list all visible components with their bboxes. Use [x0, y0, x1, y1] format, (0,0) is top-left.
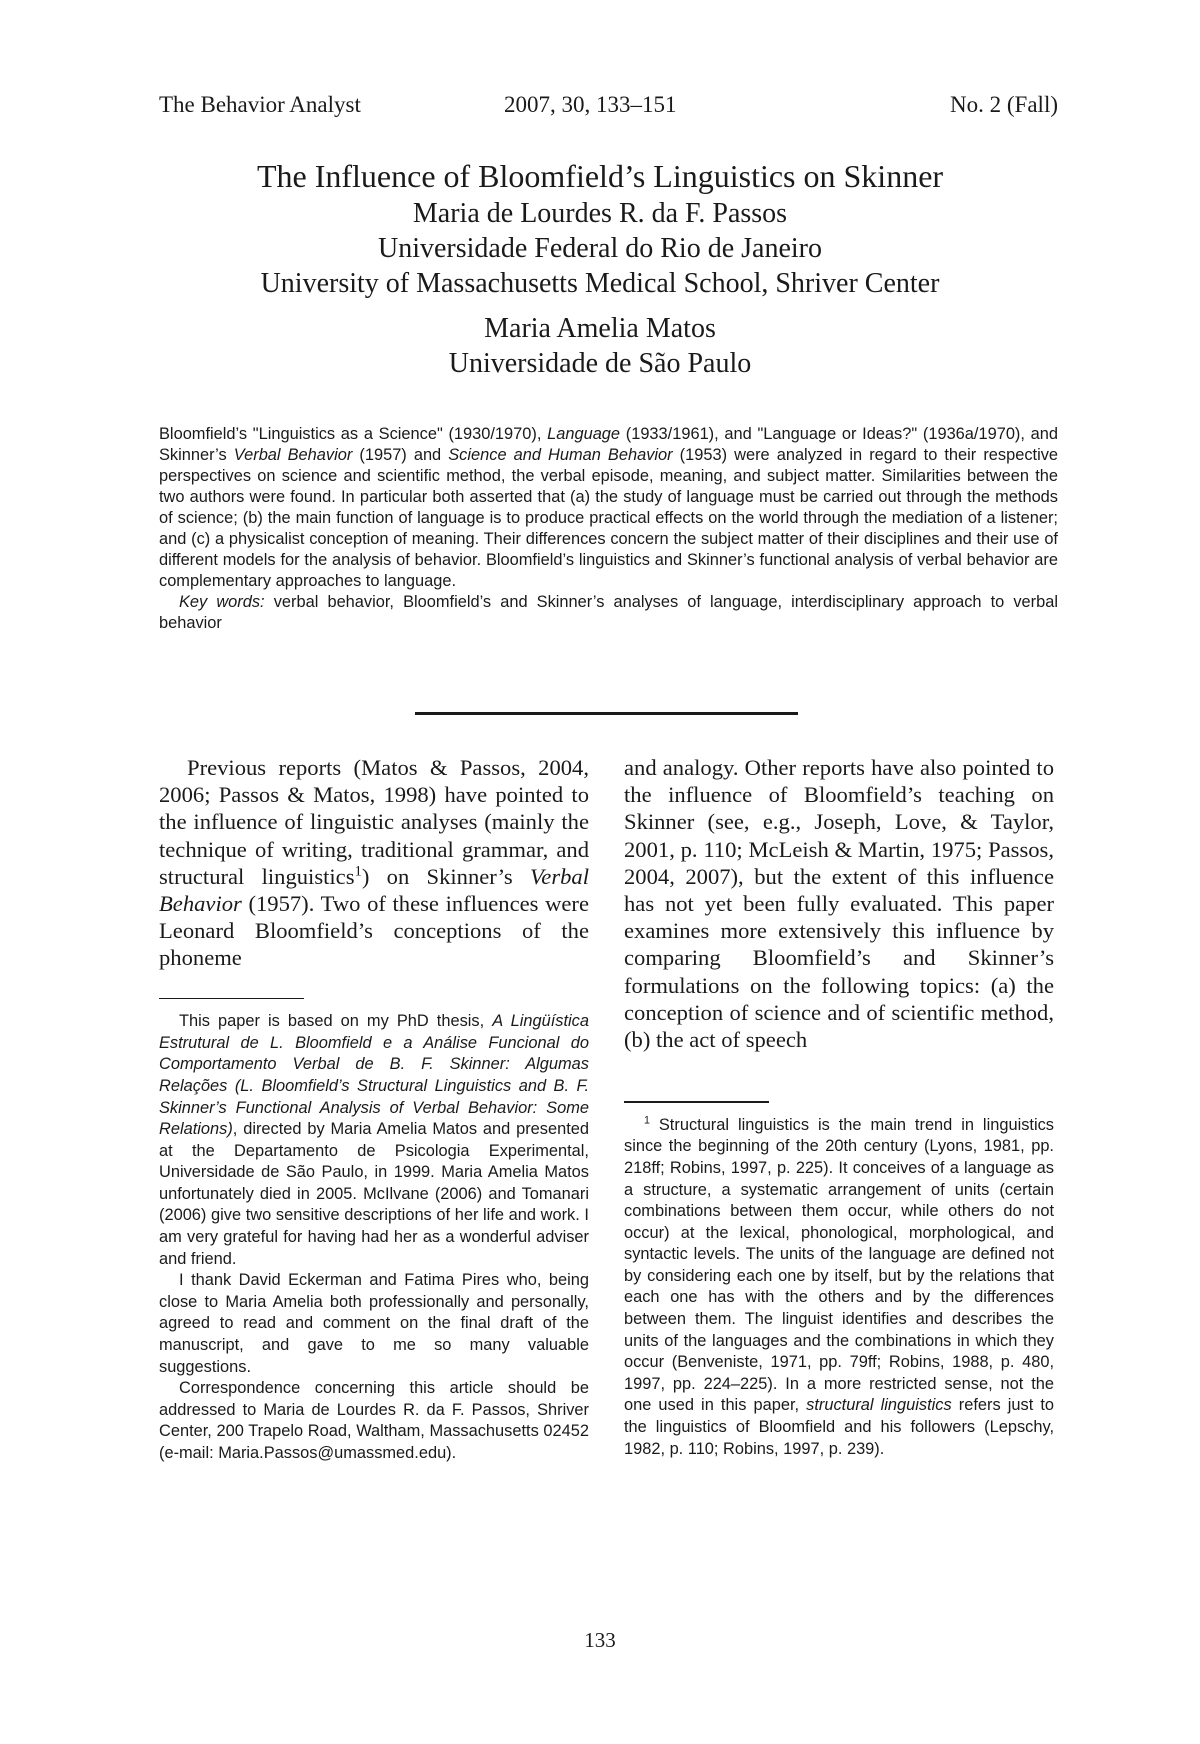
body-italic: Verbal Behavior	[159, 863, 589, 917]
footnote: I thank David Eckerman and Fatima Pires who, being close to Maria Amelia both professionally and personally, agreed to read and comment on the final draft of the manuscript, and gave to me so many valuable suggestions.	[159, 1271, 589, 1376]
footnote-italic: A Lingüística Estrutural de L. Bloomfield e a Análise Funcional do Comportamento Verbal de B. F. Skinner: Algumas Relações (L. Bloomfield’s Structural Linguistics and B. F. Skinner’s Functional Analysis of Verbal Behavior: Some Relations)	[159, 1012, 589, 1139]
footnote-ref: 1	[354, 863, 362, 880]
footnote	[159, 1011, 589, 1270]
footnote-marker: 1	[644, 1114, 650, 1127]
keywords	[159, 592, 1058, 634]
author-affiliation: Universidade Federal do Rio de Janeiro	[378, 233, 822, 264]
body-segment: (1957). Two of these influences were Leonard Bloomfield’s conceptions of the phoneme	[159, 891, 589, 971]
author-affiliation: Universidade de São Paulo	[448, 348, 752, 379]
journal-name: The Behavior Analyst	[159, 92, 361, 117]
abstract-segment: (1957) and	[352, 446, 449, 464]
abstract	[159, 424, 1058, 634]
body-paragraph: and analogy. Other reports have also pointed to the influence of Bloomfield’s teaching on Skinner (see, e.g., Joseph, Love, & Taylor, 2001, p. 110; McLeish & Martin, 1975; Passos, 2004, 2007), but the extent of this influence has not yet been fully evaluated. This paper examines more extensively this influence by comparing Bloomfield’s and Skinner’s formulations on the following topics: (a) the conception of science and of scientific method, (b) the act of speech	[624, 755, 1054, 1053]
footnote-segment: , directed by Maria Amelia Matos and presented at the Departamento de Psicologia Experimental, Universidade de São Paulo, in 1999. Maria Amelia Matos unfortunately died in 2005. McIlvane (2006) and Tomanari (2006) give two sensitive descriptions of her life and work. I am very grateful for having had her as a wonderful adviser and friend.	[159, 1120, 589, 1268]
footnote: Correspondence concerning this article should be addressed to Maria de Lourdes R. da F. Passos, Shriver Center, 200 Trapelo Road, Waltham, Massachusetts 02452 (e-mail: Maria.Passos@umassmed.edu).	[159, 1379, 589, 1462]
keywords-label: Key words:	[179, 593, 265, 611]
volume-pages: 2007, 30, 133–151	[504, 92, 677, 117]
article-title: The Influence of Bloomfield’s Linguistics on Skinner	[256, 158, 944, 194]
page-number: 133	[584, 1628, 616, 1652]
abstract-text	[159, 424, 1058, 592]
footnote	[624, 1115, 1054, 1461]
body-paragraph	[159, 754, 589, 972]
footnote-segment: refers just to the linguistics of Bloomfield and his followers (Lepschy, 1982, p. 110; Robins, 1997, p. 239).	[624, 1396, 1055, 1458]
abstract-segment: Bloomfield’s "Linguistics as a Science" (1930/1970),	[159, 425, 548, 443]
abstract-segment: (1933/1961), and "Language or Ideas?" (1936a/1970), and Skinner’s	[159, 425, 1058, 464]
footnote-segment: Structural linguistics is the main trend in linguistics since the beginning of the 20th century (Lyons, 1981, pp. 218ff; Robins, 1997, p. 225). It conceives of a language as a structure, a systematic arrangement of units (certain combinations between them occur, while others do not occur) at the lexical, phonological, morphological, and syntactic levels. The units of the language are defined not by considering each one by itself, but by the relations that each one has with the others and by the differences between them. The linguist identifies and describes the units of the languages and the combinations in which they occur (Benveniste, 1971, pp. 79ff; Robins, 1988, p. 480, 1997, pp. 224–225). In a more restricted sense, not the one used in this paper,	[624, 1115, 1054, 1415]
left-column	[159, 754, 589, 1465]
abstract-segment: (1953) were analyzed in regard to their respective perspectives on science and scientific method, the verbal episode, meaning, and subject matter. Similarities between the two authors were found. In particular both asserted that (a) the study of language must be carried out through the methods of science; (b) the main function of language is to produce practical effects on the world through the mediation of a listener; and (c) a physicalist conception of meaning. Their differences concern the subject matter of their disciplines and their use of different models for the analysis of behavior. Bloomfield’s linguistics and Skinner’s functional analysis of verbal behavior are complementary approaches to language.	[159, 446, 1059, 590]
right-column	[624, 754, 1054, 1460]
body-segment: Previous reports (Matos & Passos, 2004, 2006; Passos & Matos, 1998) have pointed to the influence of linguistic analyses (mainly the technique of writing, traditional grammar, and structural linguistics	[159, 755, 589, 889]
author-affiliation: University of Massachusetts Medical School, Shriver Center	[260, 268, 940, 299]
abstract-italic: Verbal Behavior	[233, 446, 353, 464]
author-name: Maria de Lourdes R. da F. Passos	[412, 198, 788, 229]
issue-label: No. 2 (Fall)	[950, 92, 1058, 117]
keywords-list: verbal behavior, Bloomfield’s and Skinner’s analyses of language, interdisciplinary approach to verbal behavior	[159, 593, 1059, 632]
author-name: Maria Amelia Matos	[484, 313, 716, 344]
section-divider	[415, 712, 798, 715]
footnote-italic: structural linguistics	[806, 1396, 952, 1415]
abstract-italic: Science and Human Behavior	[448, 446, 673, 464]
body-segment: ) on Skinner’s	[361, 863, 530, 889]
abstract-italic: Language	[547, 425, 621, 443]
running-head	[159, 92, 1058, 122]
title-block	[100, 156, 1100, 381]
footnote-segment: This paper is based on my PhD thesis,	[179, 1012, 493, 1031]
